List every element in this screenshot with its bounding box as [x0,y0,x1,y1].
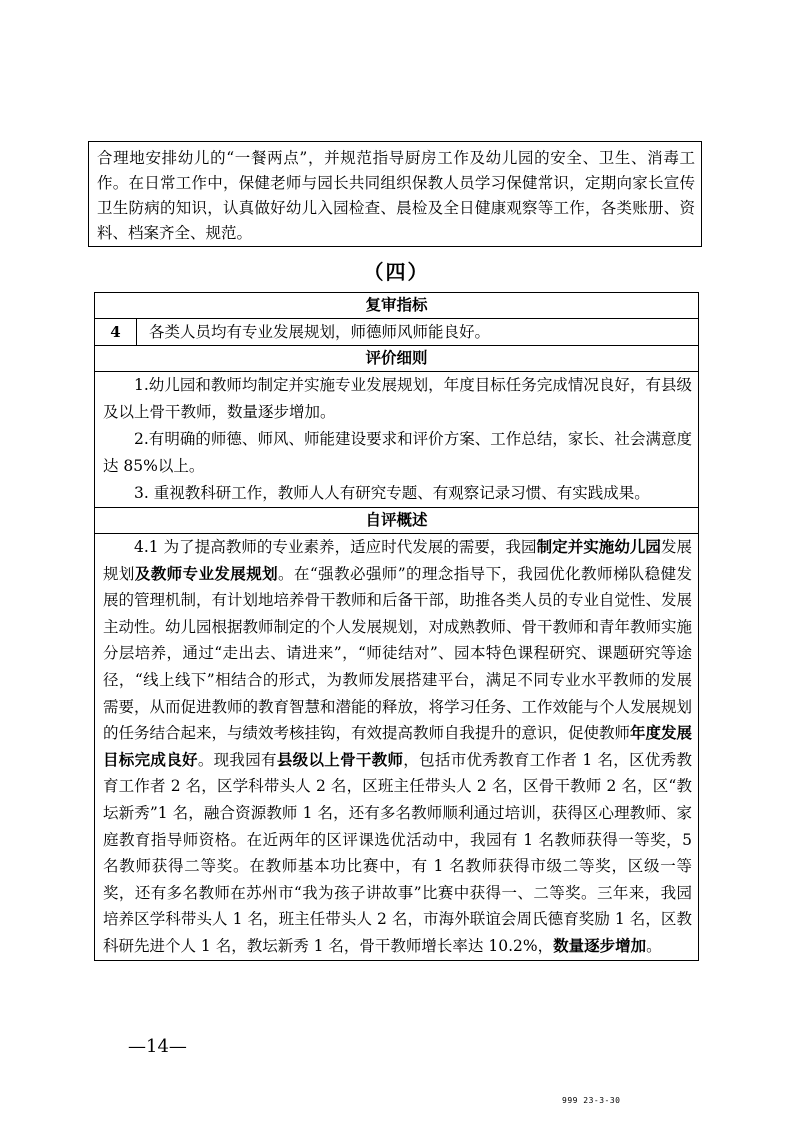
bold-run: 制定并实施幼儿园 [536,538,661,556]
review-indicator-header: 复审指标 [95,293,699,319]
page-number: —14— [128,1036,187,1057]
indicator-number: 4 [95,319,137,346]
self-evaluation-cell [95,534,699,961]
section-title: （四） [363,260,430,284]
bold-run: 及教师专业发展规划 [134,564,279,583]
criteria-item: 2.有明确的师德、师风、师能建设要求和评价方案、工作总结，家长、社会满意度达 85%以上。 [103,430,693,475]
continued-text-box [88,141,702,247]
criteria-item: 1.幼儿园和教师均制定并实施专业发展规划，年度目标任务完成情况良好，有县级及以上骨干教师，数量逐步增加。 [103,376,693,421]
criteria-header: 评价细则 [95,346,699,372]
bold-run: 数量逐步增加 [553,936,647,955]
bold-run: 县级以上骨干教师 [276,750,404,769]
text-run: 。 [646,936,662,955]
indicator-text: 各类人员均有专业发展规划，师德师风师能良好。 [137,319,699,346]
bold-run: 年度发展目标完成良好 [103,724,693,769]
text-run: 。现我园有 [197,750,277,769]
text-run: 4.1 为了提高教师的专业素养，适应时代发展的需要，我园 [134,538,537,556]
text-run: 发展规划 [103,538,692,583]
self-evaluation-paragraph [103,534,692,960]
self-evaluation-header: 自评概述 [95,508,699,534]
criteria-item: 3. 重视教科研工作，教师人人有研究专题、有观察记录习惯、有实践成果。 [134,484,650,502]
evaluation-table [94,292,699,961]
text-run: 。在“强教必强师”的理念指导下，我园优化教师梯队稳健发展的管理机制，有计划地培养骨干教师和后备干部，助推各类人员的专业自觉性、发展主动性。幼儿园根据教师制定的个人发展规划，对成熟教师、骨干教师和青年教师实施分层培养，通过“走出去、请进来”，“师徒结对”、园本特色课程研究、课题研究等途径，“线上线下”相结合的形式，为教师发展搭建平台，满足不同专业水平教师的发展需要，从而促进教师的教育智慧和潜能的释放，将学习任务、工作效能与个人发展规划的任务结合起来，与绩效考核挂钩，有效提高教师自我提升的意识，促使教师 [103,564,693,743]
continued-paragraph: 合理地安排幼儿的“一餐两点”，并规范指导厨房工作及幼儿园的安全、卫生、消毒工作。在日常工作中，保健老师与园长共同组织保教人员学习保健常识，定期向家长宣传卫生防病的知识，认真做好幼儿入园检查、晨检及全日健康观察等工作，各类账册、资料、档案齐全、规范。 [97,149,695,242]
criteria-cell [95,372,699,508]
text-run: ，包括市优秀教育工作者 1 名，区优秀教育工作者 2 名，区学科带头人 2 名，区班主任带头人 2 名，区骨干教师 2 名，区“教坛新秀”1 名，融合资源教师 1 名，还有多名教师顺利通过培训，获得区心理教师、家庭教育指导师资格。在近两年的区评课选优活动中，我园有 1 名教师获得一等奖，5 名教师获得二等奖。在教师基本功比赛中，有 1 名教师获得市级二等奖，区级一等奖，还有多名教师在苏州市“我为孩子讲故事”比赛中获得一、二等奖。三年来，我园培养区学科带头人 1 名，班主任带头人 2 名，市海外联谊会周氏德育奖励 1 名，区教科研先进个人 1 名，教坛新秀 1 名，骨干教师增长率达 10.2%， [103,750,693,955]
print-stamp: 999 23-3-30 [562,1096,621,1105]
